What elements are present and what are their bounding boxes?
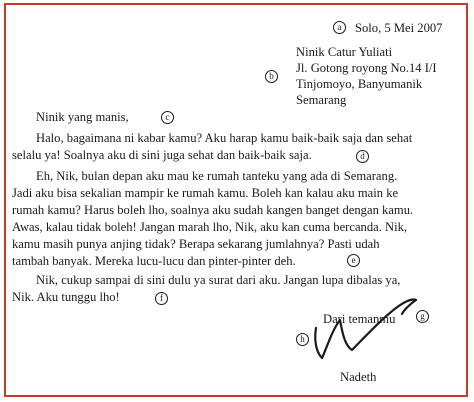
recipient-city: Semarang [296,93,347,107]
recipient-name: Ninik Catur Yuliati [296,45,393,59]
closing: Dari temanmu [323,312,396,326]
marker-b: b [265,70,278,83]
marker-c: c [161,111,174,124]
paragraph-1-line-1: Halo, bagaimana ni kabar kamu? Aku harap kamu baik-baik saja dan sehat [36,131,413,145]
marker-f: f [155,292,168,305]
marker-d: d [356,150,369,163]
marker-g: g [416,310,429,323]
marker-a: a [333,21,346,34]
paragraph-2-line-1: Eh, Nik, bulan depan aku mau ke rumah tanteku yang ada di Semarang. [36,169,398,183]
paragraph-2-line-5: kamu masih punya anjing tidak? Berapa sekarang jumlahnya? Pasti udah [12,237,380,251]
paragraph-2-line-3: rumah kamu? Harus boleh lho, soalnya aku sudah kangen banget dengan kamu. [12,203,414,217]
signer-name: Nadeth [340,370,377,384]
paragraph-3-line-1: Nik, cukup sampai di sini dulu ya surat dari aku. Jangan lupa dibalas ya, [36,273,401,287]
letter-date: Solo, 5 Mei 2007 [355,21,443,35]
greeting: Ninik yang manis, [36,110,129,124]
recipient-area: Tinjomoyo, Banyumanik [296,77,423,91]
marker-e: e [347,254,360,267]
paragraph-1-line-2: selalu ya! Soalnya aku di sini juga sehat dan baik-baik saja. [12,148,312,162]
signature-scribble [300,290,430,370]
paragraph-2-line-4: Awas, kalau tidak boleh! Jangan marah lho, Nik, aku kan cuma bercanda. Nik, [12,220,408,234]
paragraph-2-line-6: tambah banyak. Mereka lucu-lucu dan pinter-pinter deh. [12,254,296,268]
marker-h: h [296,333,309,346]
paragraph-2-line-2: Jadi aku bisa sekalian mampir ke rumah kamu. Boleh kan kalau aku main ke [12,186,399,200]
recipient-street: Jl. Gotong royong No.14 I/I [296,61,437,75]
paragraph-3-line-2: Nik. Aku tunggu lho! [12,290,120,304]
